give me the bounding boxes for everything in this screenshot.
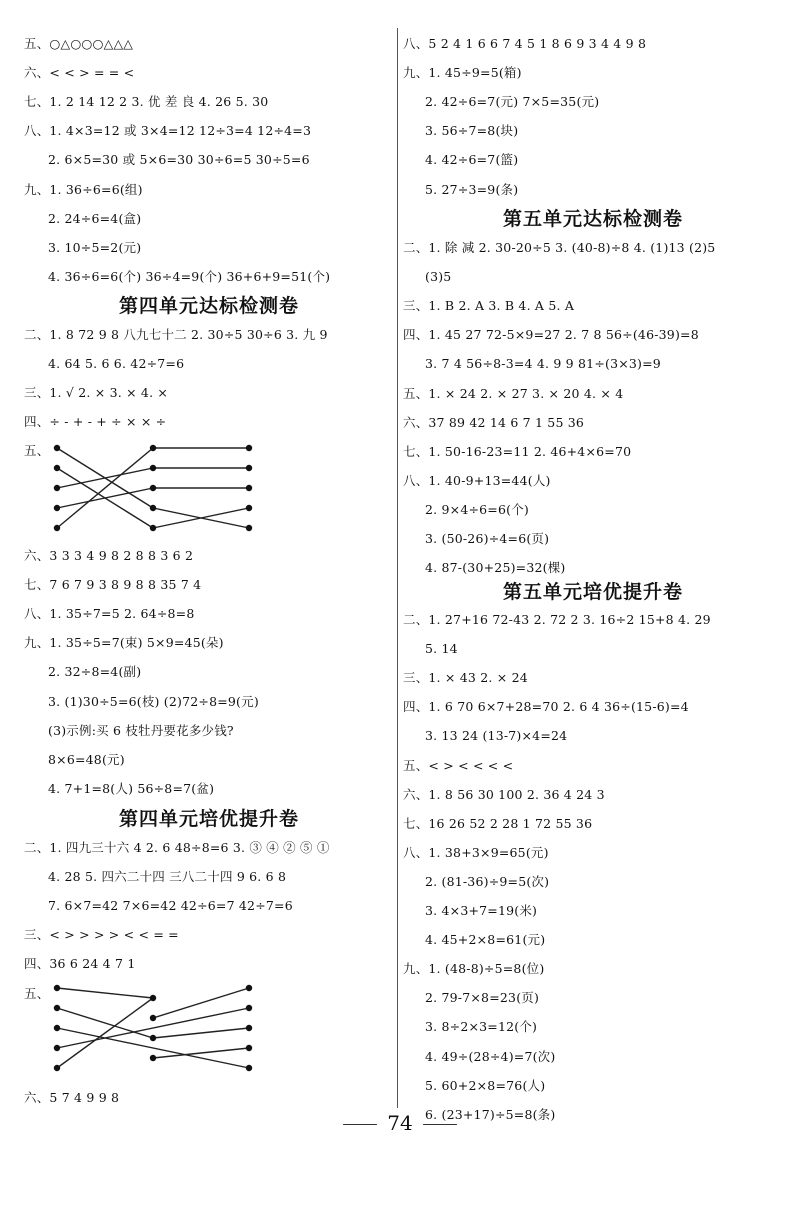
answer-line: 八、1. 35÷7=5 2. 64÷8=8 bbox=[24, 606, 195, 622]
answer-line: 4. 64 5. 6 6. 42÷7=6 bbox=[48, 356, 185, 372]
answer-line: 八、5 2 4 1 6 6 7 4 5 1 8 6 9 3 4 4 9 8 bbox=[403, 36, 647, 51]
answer-line: 3. 10÷5=2(元) bbox=[48, 239, 142, 255]
matching-dot bbox=[150, 1055, 156, 1061]
matching-dot bbox=[150, 485, 156, 491]
matching-line bbox=[57, 448, 153, 528]
answer-line: 四、1. 6 70 6×7+28=70 2. 6 4 36÷(15-6)=4 bbox=[403, 699, 689, 715]
answer-line: 九、1. 36÷6=6(组) bbox=[24, 181, 143, 197]
answer-line: 二、1. 27+16 72-43 2. 72 2 3. 16÷2 15+8 4. 29 bbox=[403, 612, 711, 627]
answer-line: 4. 36÷6=6(个) 36÷4=9(个) 36+6+9=51(个) bbox=[48, 268, 331, 284]
matching-diagram-2 bbox=[44, 980, 284, 1080]
answer-line: 八、1. 40-9+13=44(人) bbox=[403, 472, 551, 488]
section-title: 第四单元培优提升卷 bbox=[118, 808, 299, 830]
answer-line: 四、1. 45 27 72-5×9=27 2. 7 8 56÷(46-39)=8 bbox=[403, 327, 699, 343]
answer-line: 六、37 89 42 14 6 7 1 55 36 bbox=[403, 414, 585, 430]
matching-dot bbox=[54, 445, 60, 451]
matching-dot bbox=[54, 505, 60, 511]
matching-dot bbox=[54, 465, 60, 471]
answer-line: 2. 6×5=30 或 5×6=30 30÷6=5 30÷5=6 bbox=[48, 152, 310, 168]
answer-line: 三、1. √ 2. × 3. × 4. × bbox=[24, 385, 169, 401]
answer-line: 六、1. 8 56 30 100 2. 36 4 24 3 bbox=[403, 786, 605, 802]
answer-line: 七、16 26 52 2 28 1 72 55 36 bbox=[403, 815, 593, 831]
answer-line: 2. 24÷6=4(盒) bbox=[48, 210, 142, 226]
matching-dot bbox=[54, 1025, 60, 1031]
answer-line: 3. 13 24 (13-7)×4=24 bbox=[425, 728, 568, 744]
section-title: 第五单元达标检测卷 bbox=[502, 208, 683, 230]
answer-line: 八、1. 4×3=12 或 3×4=12 12÷3=4 12÷4=3 bbox=[24, 123, 312, 139]
answer-line: 六、3 3 3 4 9 8 2 8 8 3 6 2 bbox=[24, 548, 194, 563]
answer-line: 8×6=48(元) bbox=[48, 751, 125, 767]
answer-line: 三、1. × 43 2. × 24 bbox=[403, 670, 528, 686]
matching-dot bbox=[246, 1005, 252, 1011]
matching-dot bbox=[246, 985, 252, 991]
matching-dot bbox=[54, 1005, 60, 1011]
matching-line bbox=[57, 1008, 249, 1048]
matching-dot bbox=[54, 1045, 60, 1051]
section-title: 第五单元培优提升卷 bbox=[502, 581, 683, 603]
answer-line: 3. 8÷2×3=12(个) bbox=[425, 1019, 538, 1035]
answer-line: 2. 9×4÷6=6(个) bbox=[425, 501, 529, 517]
matching-dot bbox=[246, 465, 252, 471]
answer-line: 四、36 6 24 4 7 1 bbox=[24, 956, 136, 972]
matching-dot bbox=[246, 505, 252, 511]
matching-line bbox=[57, 488, 153, 508]
matching-dot bbox=[54, 485, 60, 491]
answer-line: 2. 79-7×8=23(页) bbox=[425, 990, 540, 1006]
answer-line: 4. 42÷6=7(篮) bbox=[425, 152, 519, 168]
answer-line: 4. 49÷(28÷4)=7(次) bbox=[425, 1048, 556, 1064]
footer-dash-right bbox=[423, 1124, 457, 1125]
column-divider bbox=[397, 28, 398, 1108]
answer-line: 六、< < > = = < bbox=[24, 65, 135, 81]
answer-line: 九、1. 35÷5=7(束) 5×9=45(朵) bbox=[24, 635, 224, 651]
answer-line: 四、÷ - + - + ÷ × × ÷ bbox=[24, 414, 167, 430]
matching-dot bbox=[150, 505, 156, 511]
matching-dot bbox=[54, 525, 60, 531]
matching-dot bbox=[150, 995, 156, 1001]
matching-diagram-1 bbox=[44, 440, 284, 540]
answer-line: 二、1. 除 减 2. 30-20÷5 3. (40-8)÷8 4. (1)13 (2)5 bbox=[403, 240, 716, 255]
matching-dot bbox=[150, 445, 156, 451]
answer-line: 七、1. 50-16-23=11 2. 46+4×6=70 bbox=[403, 443, 632, 459]
matching-line bbox=[153, 1048, 249, 1058]
answer-line: 5. 60+2×8=76(人) bbox=[425, 1077, 546, 1093]
answer-line: 二、1. 8 72 9 8 八九七十二 2. 30÷5 30÷6 3. 九 9 bbox=[24, 327, 328, 342]
matching-dot bbox=[246, 525, 252, 531]
matching-dot bbox=[246, 1045, 252, 1051]
answer-line: 三、1. B 2. A 3. B 4. A 5. A bbox=[403, 298, 575, 314]
matching-dot bbox=[150, 525, 156, 531]
answer-line: 4. 7+1=8(人) 56÷8=7(盆) bbox=[48, 780, 215, 796]
answer-line: 五、 bbox=[24, 443, 50, 459]
answer-line: 3. (1)30÷5=6(枝) (2)72÷8=9(元) bbox=[48, 693, 259, 709]
answer-line: 二、1. 四九三十六 4 2. 6 48÷8=6 3. ③ ④ ② ⑤ ① bbox=[24, 840, 330, 855]
matching-dot bbox=[246, 485, 252, 491]
answer-line: 4. 28 5. 四六二十四 三八二十四 9 6. 6 8 bbox=[48, 869, 287, 885]
answer-line: 七、1. 2 14 12 2 3. 优 差 良 4. 26 5. 30 bbox=[24, 94, 269, 110]
matching-dot bbox=[246, 1025, 252, 1031]
answer-line: 八、1. 38+3×9=65(元) bbox=[403, 844, 549, 860]
answer-line: 五、○△○○○△△△ bbox=[24, 36, 134, 51]
matching-line bbox=[153, 1028, 249, 1038]
answer-line: 三、< > > > > < < = = bbox=[24, 927, 179, 943]
answer-line: 3. 7 4 56÷8-3=4 4. 9 9 81÷(3×3)=9 bbox=[425, 356, 661, 372]
answer-line: 7. 6×7=42 7×6=42 42÷6=7 42÷7=6 bbox=[48, 898, 293, 914]
page-number-footer bbox=[0, 1111, 800, 1135]
answer-line: 5. 27÷3=9(条) bbox=[425, 181, 519, 197]
section-title: 第四单元达标检测卷 bbox=[118, 295, 299, 317]
matching-line bbox=[153, 988, 249, 1018]
answer-line: 2. 42÷6=7(元) 7×5=35(元) bbox=[425, 94, 600, 110]
answer-line: 6. (23+17)÷5=8(条) bbox=[425, 1106, 556, 1122]
matching-dot bbox=[54, 1065, 60, 1071]
answer-line: 六、5 7 4 9 9 8 bbox=[24, 1090, 120, 1105]
matching-dot bbox=[54, 985, 60, 991]
answer-line: 3. 4×3+7=19(米) bbox=[425, 903, 538, 918]
answer-line: 五、 bbox=[24, 985, 50, 1001]
answer-line: 5. 14 bbox=[425, 641, 458, 657]
matching-dot bbox=[246, 1065, 252, 1071]
answer-line: 4. 45+2×8=61(元) bbox=[425, 932, 546, 948]
answer-line: 3. (50-26)÷4=6(页) bbox=[425, 531, 550, 546]
matching-dot bbox=[150, 465, 156, 471]
answer-line: 五、1. × 24 2. × 27 3. × 20 4. × 4 bbox=[403, 385, 624, 401]
page-number: 74 bbox=[387, 1111, 413, 1135]
matching-dot bbox=[150, 1015, 156, 1021]
matching-dot bbox=[246, 445, 252, 451]
answer-line: 五、< > < < < < bbox=[403, 757, 514, 773]
answer-line: 2. 32÷8=4(副) bbox=[48, 664, 142, 680]
matching-line bbox=[57, 988, 153, 998]
matching-line bbox=[57, 468, 153, 488]
answer-line: 九、1. 45÷9=5(箱) bbox=[403, 65, 522, 81]
answer-line: (3)示例:买 6 枝牡丹要花多少钱? bbox=[48, 722, 234, 738]
matching-dot bbox=[150, 1035, 156, 1041]
answer-line: 九、1. (48-8)÷5=8(位) bbox=[403, 961, 545, 977]
answer-line: 2. (81-36)÷9=5(次) bbox=[425, 873, 550, 889]
footer-dash-left bbox=[343, 1124, 377, 1125]
answer-line: 4. 87-(30+25)=32(棵) bbox=[425, 560, 566, 576]
answer-line: 3. 56÷7=8(块) bbox=[425, 123, 519, 139]
matching-line bbox=[57, 1028, 249, 1068]
answer-line: 七、7 6 7 9 3 8 9 8 8 35 7 4 bbox=[24, 577, 202, 593]
answer-line: (3)5 bbox=[425, 269, 452, 285]
